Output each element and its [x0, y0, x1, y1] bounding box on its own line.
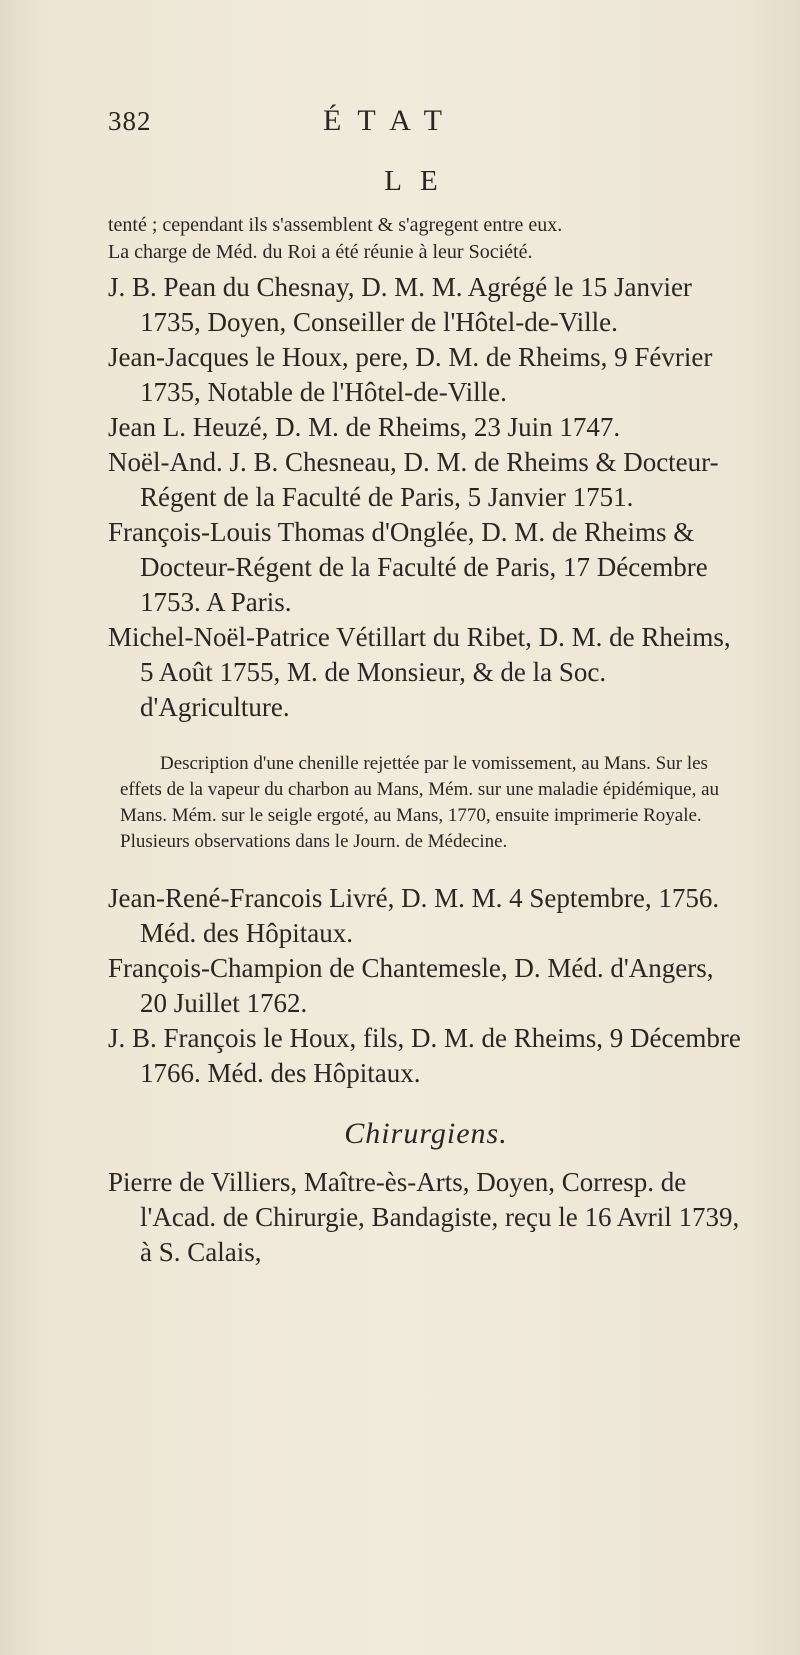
physician-entry: Jean-Jacques le Houx, pere, D. M. de Rheims, 9 Février 1735, Notable de l'Hôtel-de-Ville.: [108, 342, 713, 407]
surgeons-heading: Chirurgiens.: [344, 1117, 508, 1150]
physician-entry: J. B. Pean du Chesnay, D. M. M. Agrégé le 15 Janvier 1735, Doyen, Conseiller de l'Hôtel-de-Ville.: [108, 272, 692, 337]
physician-entry: François-Champion de Chantemesle, D. Méd. d'Angers, 20 Juillet 1762.: [108, 953, 714, 1018]
page-number: 382: [108, 106, 152, 136]
section-label: LE: [384, 165, 456, 197]
physician-entry: Noël-And. J. B. Chesneau, D. M. de Rheims & Docteur-Régent de la Faculté de Paris, 5 Janvier 1751.: [108, 447, 719, 512]
running-title: ÉTAT: [323, 104, 458, 137]
physician-entry: Jean L. Heuzé, D. M. de Rheims, 23 Juin 1747.: [108, 412, 621, 442]
continuation-line: tenté ; cependant ils s'assemblent & s'agregent entre eux.: [108, 214, 563, 236]
page-body: [108, 212, 744, 1270]
physician-entry: Michel-Noël-Patrice Vétillart du Ribet, D. M. de Rheims, 5 Août 1755, M. de Monsieur, & de la Soc. d'Agriculture.: [108, 622, 731, 722]
physician-entry: J. B. François le Houx, fils, D. M. de Rheims, 9 Décembre 1766. Méd. des Hôpitaux.: [108, 1023, 741, 1088]
surgeon-entry: Pierre de Villiers, Maître-ès-Arts, Doyen, Corresp. de l'Acad. de Chirurgie, Bandagiste, reçu le 16 Avril 1739, à S. Calais,: [108, 1167, 740, 1267]
page-header: [108, 100, 708, 140]
publications-note: Description d'une chenille rejettée par le vomissement, au Mans. Sur les effets de la vapeur du charbon au Mans, Mém. sur une maladie épidémique, au Mans. Mém. sur le seigle ergoté, au Mans, 1770, ensuite imprimerie Royale. Plusieurs observations dans le Journ. de Médecine.: [120, 753, 720, 852]
physician-entry: Jean-René-Francois Livré, D. M. M. 4 Septembre, 1756. Méd. des Hôpitaux.: [108, 883, 720, 948]
continuation-line: La charge de Méd. du Roi a été réunie à leur Société.: [108, 241, 533, 263]
physician-entry: François-Louis Thomas d'Onglée, D. M. de Rheims & Docteur-Régent de la Faculté de Paris, 17 Décembre 1753. A Paris.: [108, 517, 708, 617]
